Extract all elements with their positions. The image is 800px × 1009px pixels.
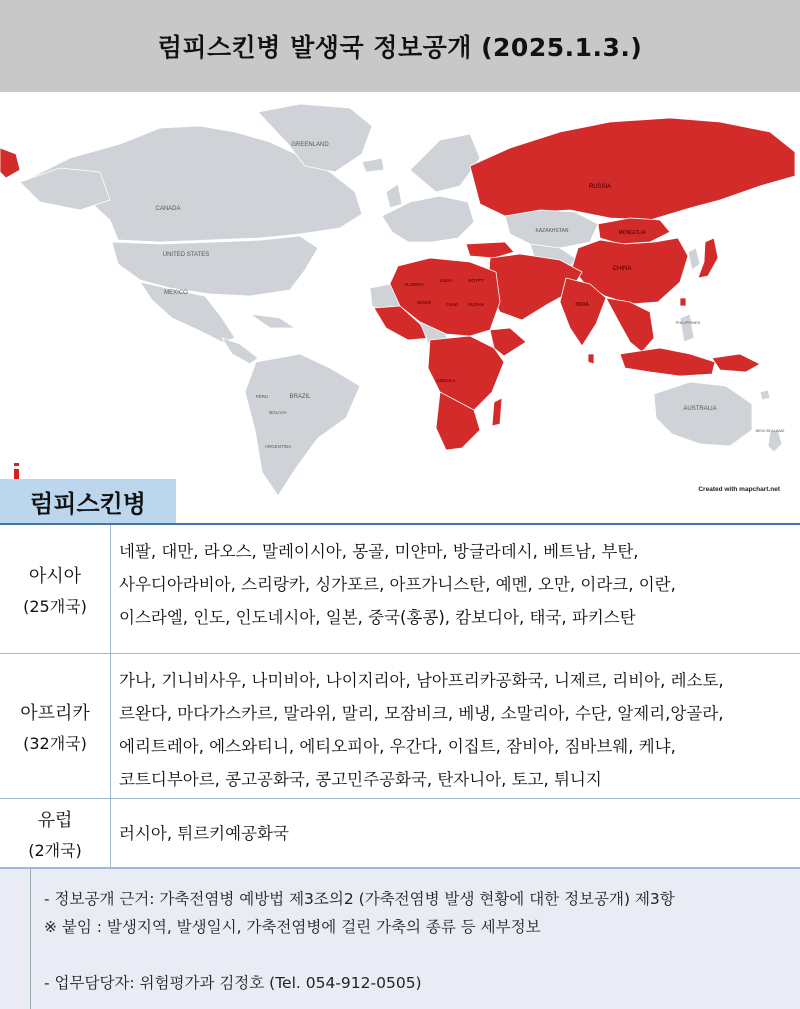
label-mexico: MEXICO bbox=[164, 290, 188, 296]
label-angola: ANGOLA bbox=[436, 378, 456, 383]
label-new-zealand: NEW ZEALAND bbox=[755, 428, 785, 433]
label-russia: RUSSIA bbox=[588, 184, 612, 190]
region-row-europe bbox=[0, 799, 800, 868]
notes-contact: - 업무담당자: 위험평가과 김정호 (Tel. 054-912-0505) bbox=[44, 974, 422, 992]
central-america-region bbox=[222, 338, 258, 364]
disease-tab bbox=[0, 479, 176, 523]
new-zealand-region bbox=[768, 430, 782, 452]
sri-lanka-region bbox=[588, 354, 594, 364]
taiwan-region bbox=[680, 298, 686, 306]
page-title: 럼피스킨병 발생국 정보공개 (2025.1.3.) bbox=[157, 33, 643, 62]
region-name: 아프리카 bbox=[20, 702, 90, 724]
label-australia: AUSTRALIA bbox=[683, 406, 717, 412]
label-algeria: ALGERIA bbox=[404, 282, 424, 287]
label-egypt: EGYPT bbox=[468, 278, 484, 283]
notes-attachment: ※ 붙임 : 발생지역, 발생일시, 가축전염병에 걸린 가축의 종류 등 세부정보 bbox=[44, 918, 541, 936]
label-china: CHINA bbox=[612, 266, 632, 272]
region-label-cell bbox=[0, 799, 110, 867]
label-philippines: PHILIPPINES bbox=[675, 320, 701, 325]
philippines-region bbox=[680, 314, 694, 342]
caribbean-region bbox=[250, 314, 295, 328]
region-name: 유럽 bbox=[37, 809, 73, 831]
label-canada: CANADA bbox=[155, 206, 181, 212]
new-guinea-region bbox=[712, 354, 760, 372]
notes-divider bbox=[30, 869, 31, 1009]
world-map bbox=[0, 92, 800, 500]
chukotka-east-region bbox=[0, 148, 20, 178]
legend-mark-bottom bbox=[14, 469, 19, 479]
region-row-africa bbox=[0, 654, 800, 799]
label-greenland: GREENLAND bbox=[291, 142, 329, 148]
label-india: INDIA bbox=[575, 302, 589, 308]
madagascar-region bbox=[492, 398, 502, 426]
notes-basis: - 정보공개 근거: 가축전염병 예방법 제3조의2 (가축전염병 발생 현황에 대한 정보공개) 제3항 bbox=[44, 890, 675, 908]
russia-region bbox=[470, 118, 795, 220]
south-america-region bbox=[245, 354, 360, 496]
label-brazil: BRAZIL bbox=[289, 394, 311, 400]
region-count: (2개국) bbox=[28, 840, 82, 860]
label-sudan: SUDAN bbox=[468, 302, 484, 307]
region-count: (25개국) bbox=[23, 596, 87, 616]
label-chad: CHAD bbox=[445, 302, 459, 307]
japan-region bbox=[698, 238, 718, 278]
label-niger: NIGER bbox=[416, 300, 432, 305]
map-credit: Created with mapchart.net bbox=[698, 486, 780, 493]
disease-name: 럼피스킨병 bbox=[30, 489, 146, 518]
korea-region bbox=[688, 248, 700, 270]
iceland-region bbox=[362, 158, 384, 172]
australia-region bbox=[654, 382, 752, 446]
region-label-cell bbox=[0, 654, 110, 798]
southeast-asia-region bbox=[606, 298, 654, 352]
title-bar bbox=[0, 0, 800, 92]
region-countries: 러시아, 튀르키예공화국 bbox=[110, 799, 800, 867]
label-libya: LIBYA bbox=[439, 278, 453, 283]
region-row-asia bbox=[0, 525, 800, 654]
region-countries: 네팔, 대만, 라오스, 말레이시아, 몽골, 미얀마, 방글라데시, 베트남, 부탄, 사우디아라비아, 스리랑카, 싱가포르, 아프가니스탄, 예멘, 오만, 이라크, 이란, 이스라엘, 인도, 인도네시아, 일본, 중국(홍콩), 캄보디아, 태국, 파키스탄 bbox=[110, 525, 800, 653]
region-label-cell bbox=[0, 525, 110, 653]
region-name: 아시아 bbox=[28, 565, 82, 587]
label-kazakhstan: KAZAKHSTAN bbox=[535, 228, 569, 234]
legend-mark-top bbox=[14, 463, 19, 466]
pacific-islands-region bbox=[760, 390, 770, 400]
label-mongolia: MONGOLIA bbox=[618, 230, 646, 236]
notes-box bbox=[0, 868, 800, 1009]
region-count: (32개국) bbox=[23, 733, 87, 753]
malaysia-indonesia-region bbox=[620, 348, 715, 376]
label-united-states: UNITED STATES bbox=[162, 252, 210, 258]
alaska-region bbox=[20, 168, 110, 210]
uk-region bbox=[386, 184, 402, 208]
region-countries: 가나, 기니비사우, 나미비아, 나이지리아, 남아프리카공화국, 니제르, 리비아, 레소토, 르완다, 마다가스카르, 말라위, 말리, 모잠비크, 베냉, 소말리아, 수단, 알제리,앙골라, 에리트레아, 에스와티니, 에티오피아, 우간다, 이집트, 잠비아, 짐바브웨, 케냐, 코트디부아르, 콩고공화국, 콩고민주공화국, 탄자니아, 토고, 튀니지 bbox=[110, 654, 800, 798]
label-argentina: ARGENTINA bbox=[264, 444, 292, 449]
label-peru: PERU bbox=[255, 394, 269, 399]
label-bolivia: BOLIVIA bbox=[269, 410, 287, 415]
scandinavia-region bbox=[410, 134, 480, 192]
